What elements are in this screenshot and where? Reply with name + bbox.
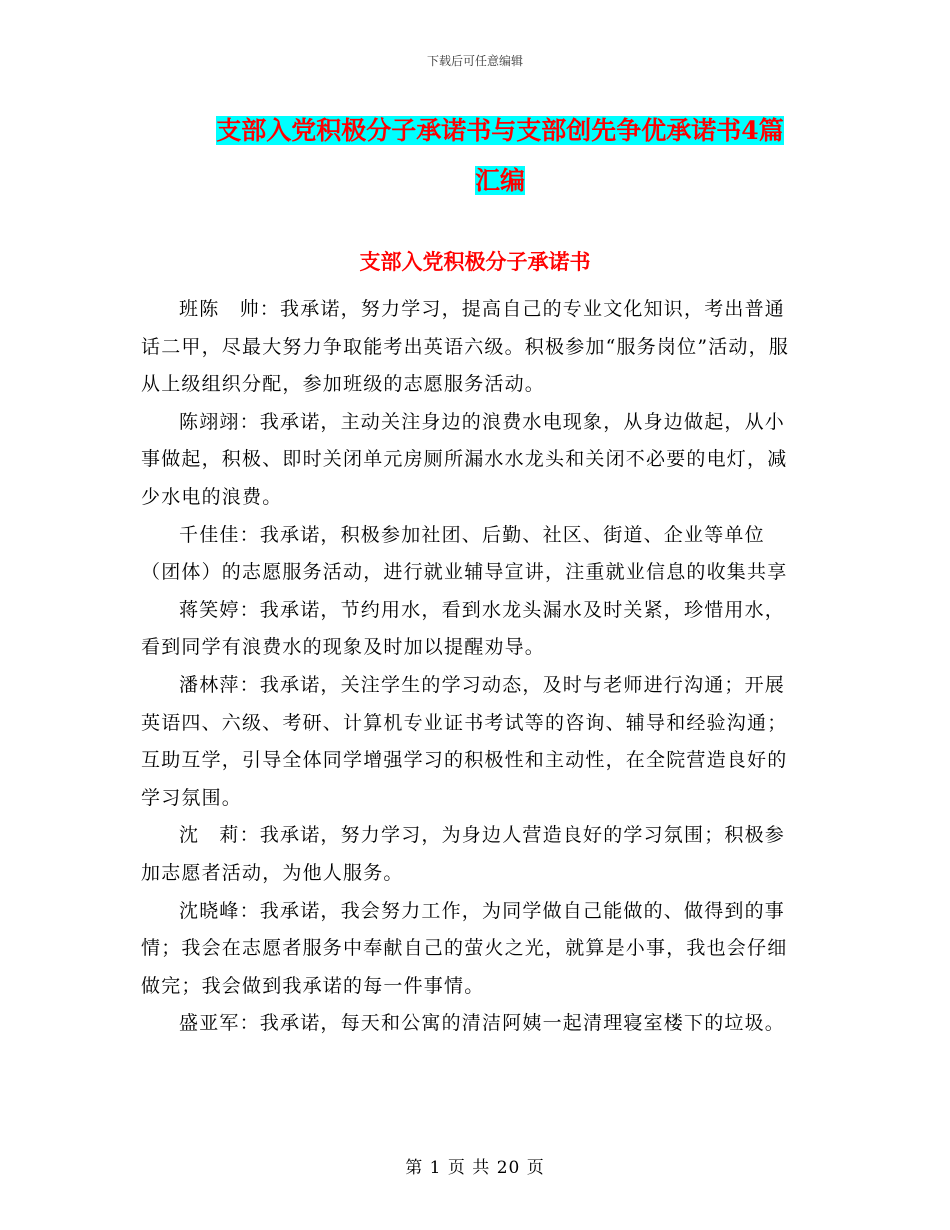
- paragraph: 千佳佳：我承诺，积极参加社团、后勤、社区、街道、企业等单位（团体）的志愿服务活动，进行就业辅导宣讲，注重就业信息的收集共享: [141, 523, 788, 584]
- document-title: [180, 106, 820, 206]
- paragraph: 盛亚军：我承诺，每天和公寓的清洁阿姨一起清理寝室楼下的垃圾。: [179, 1012, 786, 1035]
- paragraph: 蒋笑婷：我承诺，节约用水，看到水龙头漏水及时关紧，珍惜用水，看到同学有浪费水的现象及时加以提醒劝导。: [141, 598, 786, 659]
- paragraph: 沈晓峰：我承诺，我会努力工作，为同学做自己能做的、做得到的事情；我会在志愿者服务中奉献自己的萤火之光，就算是小事，我也会仔细做完；我会做到我承诺的每一件事情。: [141, 899, 788, 997]
- section-title: 支部入党积极分子承诺书: [359, 249, 591, 274]
- document-title-line-1: 支部入党积极分子承诺书与支部创先争优承诺书4篇: [216, 116, 784, 145]
- page-header-note: 下载后可任意编辑: [426, 54, 523, 68]
- paragraph: 沈 莉：我承诺，努力学习，为身边人营造良好的学习氛围；积极参加志愿者活动，为他人服务。: [141, 824, 786, 884]
- document-body: [141, 291, 801, 1043]
- page-number-footer: 第 1 页 共 20 页: [405, 1158, 545, 1178]
- paragraph: 潘林萍：我承诺，关注学生的学习动态，及时与老师进行沟通；开展英语四、六级、考研、计算机专业证书考试等的咨询、辅导和经验沟通；互助互学，引导全体同学增强学习的积极性和主动性，在全院营造良好的学习氛围。: [141, 673, 788, 809]
- paragraph: 班陈 帅：我承诺，努力学习，提高自己的专业文化知识，考出普通话二甲，尽最大努力争取能考出英语六级。积极参加“服务岗位”活动，服从上级组织分配，参加班级的志愿服务活动。: [141, 298, 790, 396]
- paragraph: 陈翊翊：我承诺，主动关注身边的浪费水电现象，从身边做起，从小事做起，积极、即时关闭单元房厕所漏水水龙头和关闭不必要的电灯，减少水电的浪费。: [141, 410, 788, 508]
- document-title-line-2: 汇编: [474, 166, 525, 195]
